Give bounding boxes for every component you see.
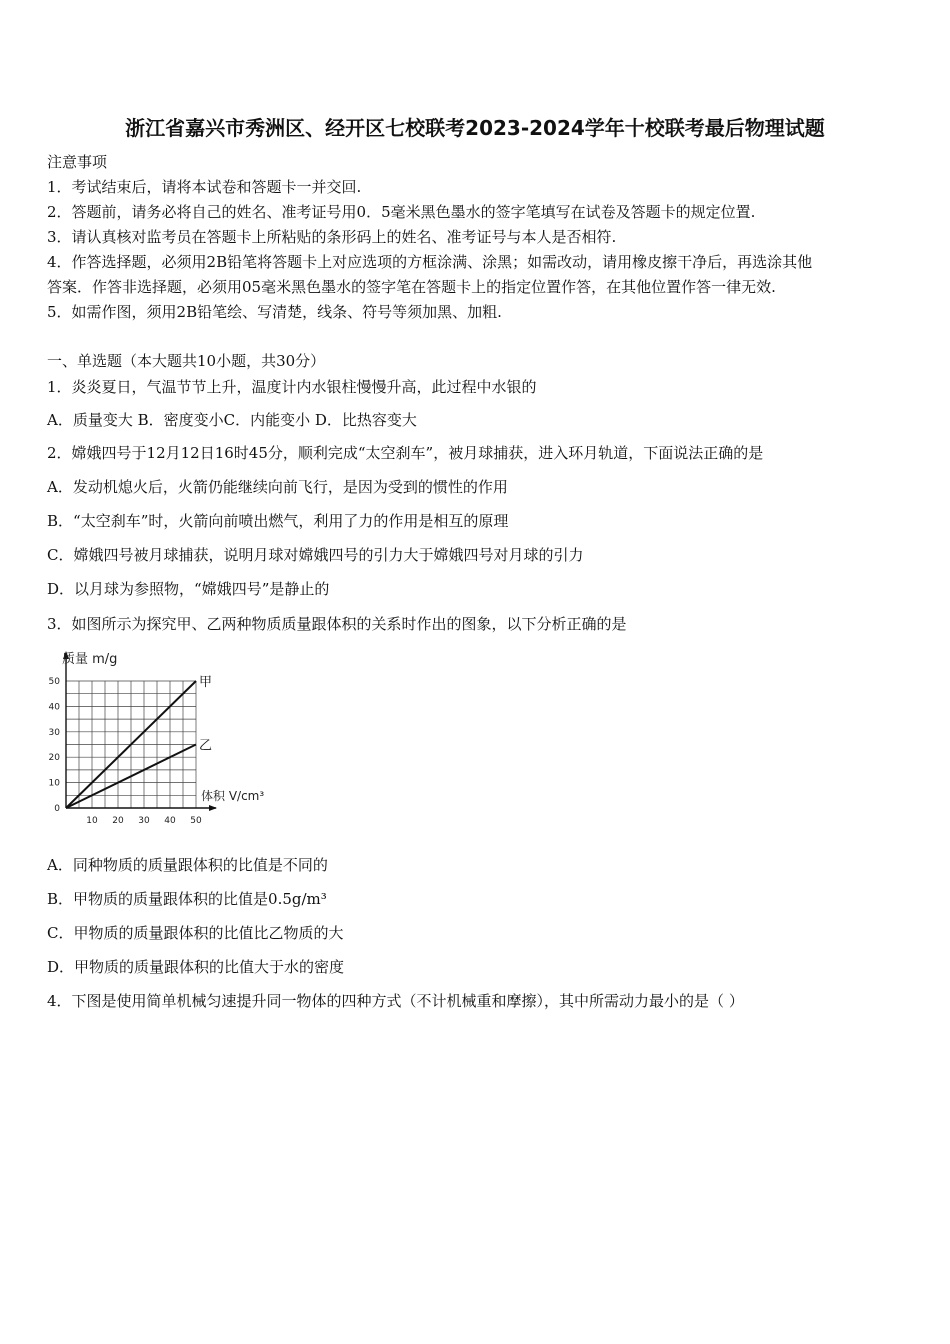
y-tick-label: 30 xyxy=(48,727,60,738)
q1-stem: 1．炎炎夏日，气温节节上升，温度计内水银柱慢慢升高，此过程中水银的 xyxy=(47,378,537,396)
q3-option-a: A．同种物质的质量跟体积的比值是不同的 xyxy=(47,856,328,874)
series-label-yi: 乙 xyxy=(199,738,213,754)
q3-stem: 3．如图所示为探究甲、乙两种物质质量跟体积的关系时作出的图象，以下分析正确的是 xyxy=(47,615,627,633)
q2-option-b: B．“太空刹车”时，火箭向前喷出燃气，利用了力的作用是相互的原理 xyxy=(47,512,509,530)
q3-option-d: D．甲物质的质量跟体积的比值大于水的密度 xyxy=(47,958,345,976)
q2-option-d: D．以月球为参照物，“嫦娥四号”是静止的 xyxy=(47,580,330,598)
q4-stem: 4．下图是使用简单机械匀速提升同一物体的四种方式（不计机械重和摩擦），其中所需动力最小的是（ ） xyxy=(47,992,744,1010)
x-tick-label: 50 xyxy=(190,816,202,826)
notice-item-3: 3．请认真核对监考员在答题卡上所粘贴的条形码上的姓名、准考证号与本人是否相符. xyxy=(47,228,617,246)
section-heading: 一、单选题（本大题共10小题，共30分） xyxy=(47,352,326,370)
x-tick-label: 30 xyxy=(138,816,150,826)
y-tick-label: 10 xyxy=(48,778,60,789)
y-tick-label: 40 xyxy=(48,702,60,713)
page-title: 浙江省嘉兴市秀洲区、经开区七校联考2023-2024学年十校联考最后物理试题 xyxy=(125,116,825,140)
q2-stem: 2．嫦娥四号于12月12日16时45分，顺利完成“太空刹车”，被月球捕获，进入环月轨道，下面说法正确的是 xyxy=(47,444,764,462)
notice-item-5: 5．如需作图，须用2B铅笔绘、写清楚，线条、符号等须加黑、加粗. xyxy=(47,303,502,321)
mass-volume-graph xyxy=(44,645,274,830)
notice-item-4: 4．作答选择题，必须用2B铅笔将答题卡上对应选项的方框涂满、涂黑；如需改动，请用橡皮擦干净后，再选涂其他 xyxy=(47,253,813,271)
q3-option-c: C．甲物质的质量跟体积的比值比乙物质的大 xyxy=(47,924,344,942)
notice-heading: 注意事项 xyxy=(47,153,108,171)
q1-options: A．质量变大 B．密度变小C．内能变小 D．比热容变大 xyxy=(47,411,417,429)
notice-item-4-cont: 答案．作答非选择题，必须用05毫米黑色墨水的签字笔在答题卡上的指定位置作答，在其他位置作答一律无效. xyxy=(47,278,776,296)
x-tick-label: 10 xyxy=(86,816,98,826)
notice-item-2: 2．答题前，请务必将自己的姓名、准考证号用0．5毫米黑色墨水的签字笔填写在试卷及答题卡的规定位置. xyxy=(47,203,756,221)
q2-option-c: C．嫦娥四号被月球捕获，说明月球对嫦娥四号的引力大于嫦娥四号对月球的引力 xyxy=(47,546,584,564)
notice-item-1: 1．考试结束后，请将本试卷和答题卡一并交回. xyxy=(47,178,362,196)
y-tick-label: 0 xyxy=(54,804,60,814)
graph-series xyxy=(66,675,212,808)
x-axis-arrow xyxy=(209,805,217,811)
series-label-jia: 甲 xyxy=(199,675,213,690)
x-tick-label: 20 xyxy=(112,816,124,826)
x-axis-label: 体积 V/cm³ xyxy=(201,789,265,803)
x-tick-label: 40 xyxy=(164,816,176,826)
q3-option-b: B．甲物质的质量跟体积的比值是0.5g/m³ xyxy=(47,890,327,908)
y-tick-label: 50 xyxy=(48,677,60,687)
y-tick-label: 20 xyxy=(48,753,60,764)
q2-option-a: A．发动机熄火后，火箭仍能继续向前飞行，是因为受到的惯性的作用 xyxy=(47,478,508,496)
y-axis-label: 质量 m/g xyxy=(62,652,118,667)
